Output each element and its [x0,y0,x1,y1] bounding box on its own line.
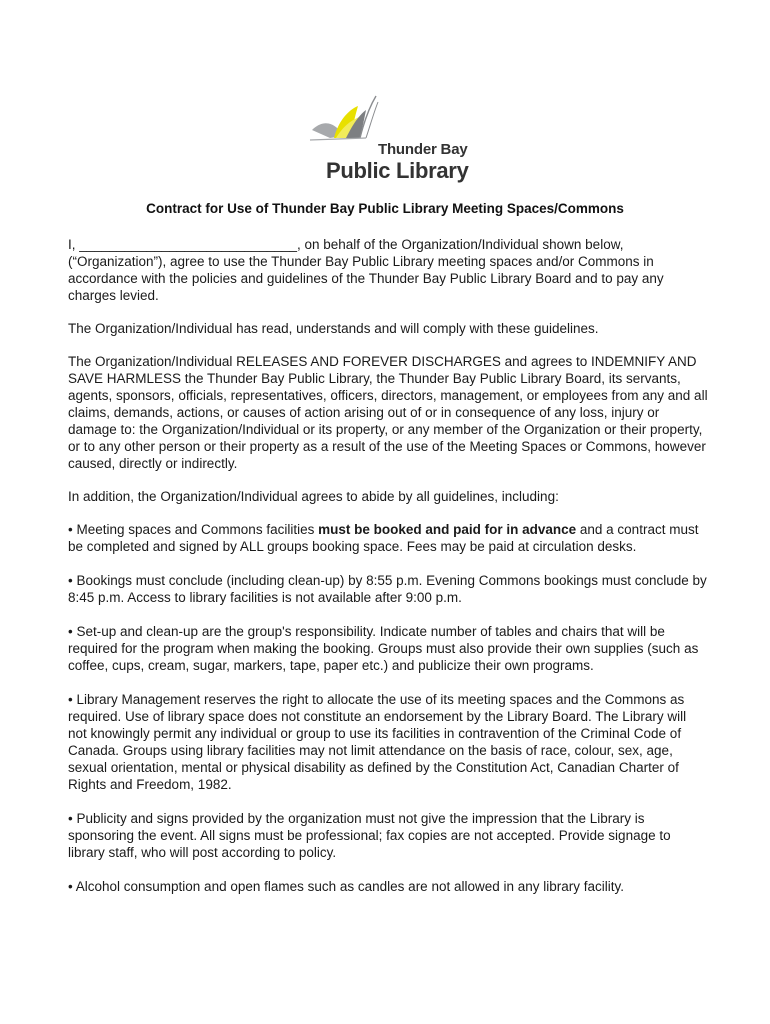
bullet-hours: • Bookings must conclude (including clean-up) by 8:55 p.m. Evening Commons bookings must conclude by 8:45 p.m. Access to library facilities is not available after 9:00 p.m. [68,573,707,605]
paragraph-indemnity: The Organization/Individual RELEASES AND FOREVER DISCHARGES and agrees to INDEMNIFY AND SAVE HARMLESS the Thunder Bay Public Library, the Thunder Bay Public Library Board, its servants, agents, sponsors, officials, representatives, officers, directors, management, or employees from any and all claims, demands, actions, or causes of action arising out of or in consequence of any loss, injury or damage to: the Organization/Individual or its property, or any member of the Organization or their property, or to any other person or their property as a result of the use of the Meeting Spaces or Commons, however caused, directly or indirectly. [68,354,708,471]
bullet-booking [68,521,708,555]
paragraph-agreement: I, _____________________________, on behalf of the Organization/Individual shown below, (“Organization”), agree to use the Thunder Bay Public Library meeting spaces and/or Commons in accordance with the policies and guidelines of the Thunder Bay Public Library Board and to pay any charges levied. [68,237,664,303]
logo-text-public-library: Public Library [326,158,469,183]
paragraph-compliance: The Organization/Individual has read, understands and will comply with these guidelines. [68,321,599,336]
logo-text-thunder-bay: Thunder Bay [378,141,468,158]
bullet-booking-bold: must be booked and paid for in advance [318,522,577,537]
bullet-booking-pre: • Meeting spaces and Commons facilities [68,522,319,537]
page-title: Contract for Use of Thunder Bay Public Library Meeting Spaces/Commons [146,201,624,216]
bullet-publicity: • Publicity and signs provided by the organization must not give the impression that the Library is sponsoring the event. All signs must be professional; fax copies are not accepted. Provide signage to library staff, who will post according to policy. [68,811,671,860]
sails-logo-icon [306,92,386,158]
bullet-alcohol: • Alcohol consumption and open flames such as candles are not allowed in any library facility. [68,879,625,894]
bullet-setup: • Set-up and clean-up are the group's responsibility. Indicate number of tables and chairs that will be required for the program when making the booking. Groups must also provide their own supplies (such as coffee, cups, cream, sugar, markers, tape, paper etc.) and publicize their own programs. [68,624,699,673]
bullet-management: • Library Management reserves the right to allocate the use of its meeting spaces and the Commons as required. Use of library space does not constitute an endorsement by the Library Board. The Library will not knowingly permit any individual or group to use its facilities in contravention of the Criminal Code of Canada. Groups using library facilities may not limit attendance on the basis of race, colour, sex, age, sexual orientation, mental or physical disability as defined by the Constitution Act, Canadian Charter of Rights and Freedom, 1982. [68,692,687,792]
paragraph-guidelines-intro: In addition, the Organization/Individual agrees to abide by all guidelines, including: [68,489,559,504]
contract-body [68,236,708,912]
library-logo [306,92,476,188]
bullet-booking-post: and a contract must be completed and signed by ALL groups booking space. Fees may be paid at circulation desks. [68,522,699,554]
